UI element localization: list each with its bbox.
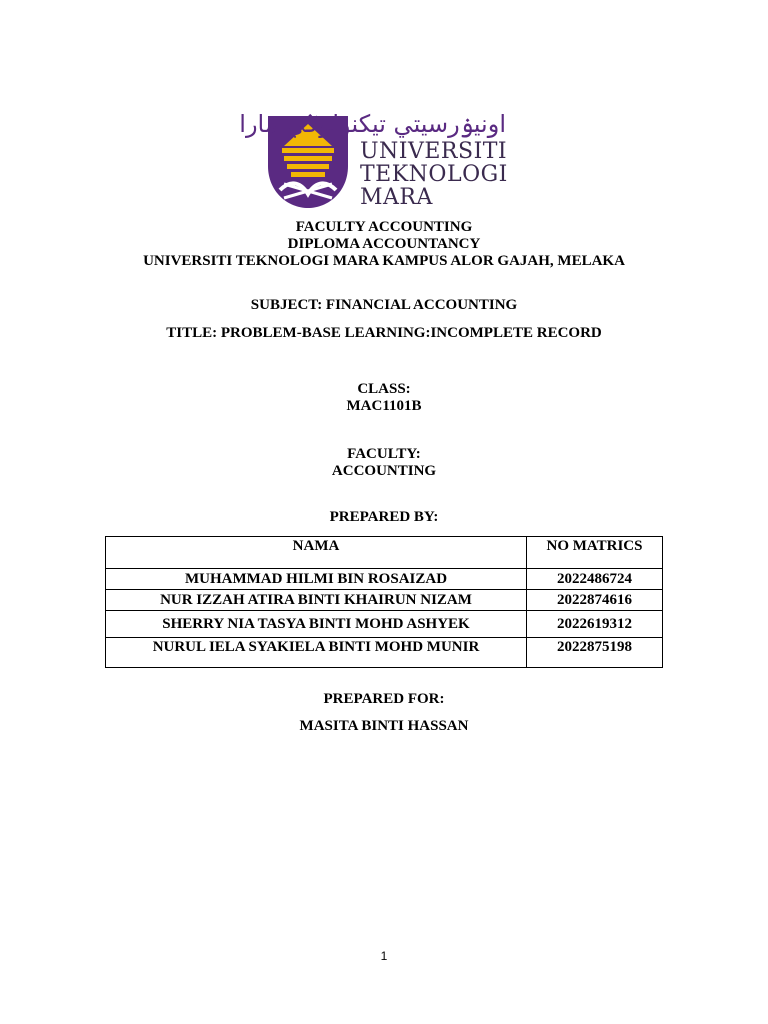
student-name: NURUL IELA SYAKIELA BINTI MOHD MUNIR	[106, 638, 527, 668]
class-label: CLASS:	[357, 381, 411, 397]
university-wordmark	[360, 140, 508, 209]
matric-number: 2022875198	[527, 638, 663, 668]
table-row	[106, 590, 663, 611]
diploma-heading: DIPLOMA ACCOUNTANCY	[287, 236, 481, 252]
wordmark-line-1: UNIVERSITI	[360, 139, 508, 164]
faculty-heading: FACULTY ACCOUNTING	[295, 219, 473, 235]
uitm-logo	[239, 108, 508, 212]
table-row	[106, 638, 663, 668]
wordmark-line-3: MARA	[360, 185, 433, 210]
matric-number: 2022619312	[527, 611, 663, 638]
faculty-label: FACULTY:	[347, 446, 421, 462]
table-row	[106, 611, 663, 638]
table-row	[106, 569, 663, 590]
student-name: MUHAMMAD HILMI BIN ROSAIZAD	[106, 569, 527, 590]
column-header-name: NAMA	[106, 537, 527, 569]
university-heading: UNIVERSITI TEKNOLOGI MARA KAMPUS ALOR GAJAH, MELAKA	[143, 253, 625, 269]
page-number: 1	[380, 949, 388, 963]
table-header-row	[106, 537, 663, 569]
lecturer-name: MASITA BINTI HASSAN	[299, 718, 469, 734]
prepared-by-label: PREPARED BY:	[329, 509, 439, 525]
column-header-matric: NO MATRICS	[527, 537, 663, 569]
matric-number: 2022874616	[527, 590, 663, 611]
faculty-value: ACCOUNTING	[331, 463, 437, 479]
prepared-for-label: PREPARED FOR:	[323, 691, 445, 707]
student-table	[105, 536, 663, 668]
matric-number: 2022486724	[527, 569, 663, 590]
student-name: NUR IZZAH ATIRA BINTI KHAIRUN NIZAM	[106, 590, 527, 611]
student-name: SHERRY NIA TASYA BINTI MOHD ASHYEK	[106, 611, 527, 638]
wordmark-line-2: TEKNOLOGI	[360, 162, 508, 187]
class-value: MAC1101B	[346, 398, 422, 414]
title-line: TITLE: PROBLEM-BASE LEARNING:INCOMPLETE RECORD	[166, 325, 602, 341]
subject-line: SUBJECT: FINANCIAL ACCOUNTING	[250, 297, 518, 313]
jawi-logotype: اونيۏرسيتي تيكنولوݢي مارا	[239, 110, 506, 138]
